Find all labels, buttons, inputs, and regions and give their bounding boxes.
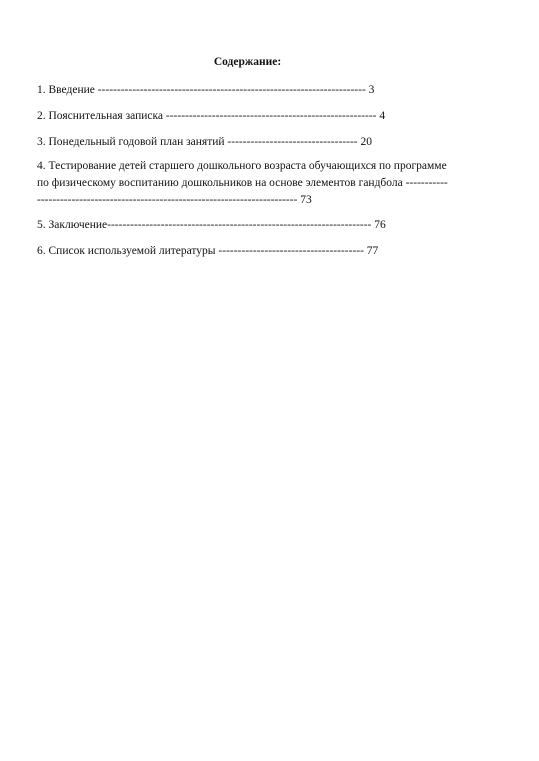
toc-entry-weekly-plan: 3. Понедельный годовой план занятий ---------------------------------- 20 — [37, 136, 372, 148]
toc-entry-conclusion: 5. Заключение--------------------------------------------------------------------- 76 — [37, 219, 386, 231]
toc-entry-testing-line-2: по физическому воспитанию дошкольников на основе элементов гандбола ----------- — [37, 177, 448, 189]
toc-entry-explanatory-note: 2. Пояснительная записка ------------------------------------------------------- 4 — [37, 110, 386, 122]
toc-title: Содержание: — [213, 56, 282, 68]
toc-entry-testing-line-3: -------------------------------------------------------------------- 73 — [37, 194, 312, 206]
toc-entry-references: 6. Список используемой литературы -------------------------------------- 77 — [37, 245, 379, 257]
toc-entry-introduction: 1. Введение ---------------------------------------------------------------------- 3 — [37, 84, 375, 96]
toc-entry-testing-line-1: 4. Тестирование детей старшего дошкольного возраста обучающихся по программе — [37, 160, 447, 172]
